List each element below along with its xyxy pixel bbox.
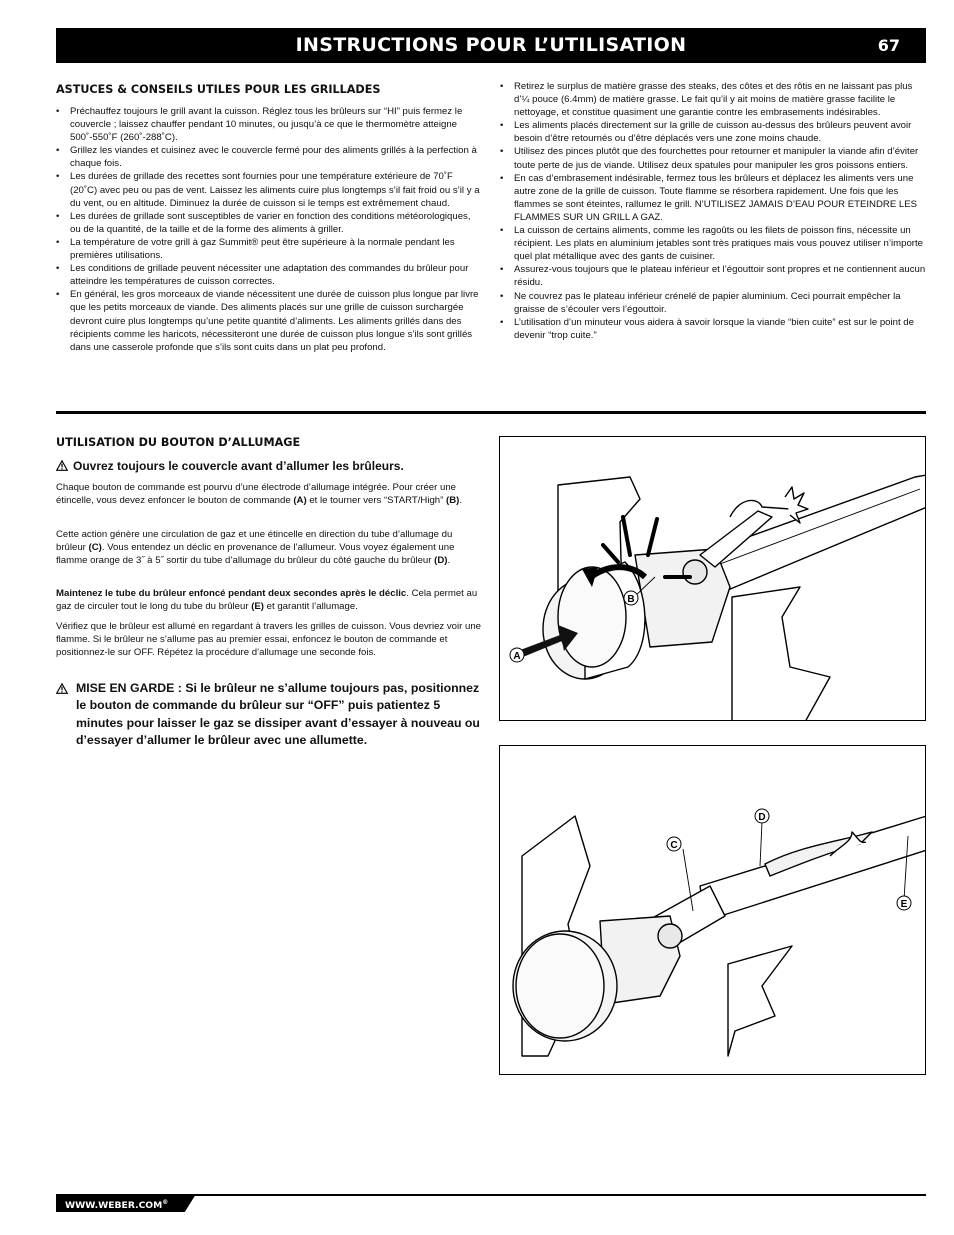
p1-text-c: et le tourner vers “START/High” <box>306 495 447 507</box>
figure-burner-lit <box>499 745 926 1075</box>
ignition-paragraph-4: Vérifiez que le brûleur est allumé en regardant à travers les grilles de cuisson. Vous devriez voir une flamme. Si le brûleur ne s’allume pas au premier essai, enfoncez le bouton de commande et positionnez-le sur OFF. Répétez la procédure d’allumage une seconde fois. <box>56 621 482 659</box>
p1-text-e: . <box>459 495 463 507</box>
footer-url-text[interactable]: WWW.WEBER.COM <box>65 1200 163 1212</box>
ignition-paragraph-3 <box>56 587 481 613</box>
p2-text-c: . Vous entendez un déclic en provenance de l’allumeur. Vous voyez également une flamme orange de 3˝ à 5˝ sortir du tube d’allumage du brûleur du côté gauche du brûleur <box>56 542 455 567</box>
tip-item: • Ne couvrez pas le plateau inférieur crénelé de papier aluminium. Ceci pourrait empêcher la graisse de s’écouler vers l’égouttoir. <box>500 290 928 316</box>
p3-text-b: . Cela permet au gaz de circuler tout le long du tube du brûleur <box>56 588 478 613</box>
tip-item: • Les durées de grillade sont susceptibles de varier en fonction des conditions météorologiques, ou de la quantité, de la taille et de la forme des aliments à griller. <box>56 210 481 236</box>
callout-c-label: C <box>670 840 678 851</box>
page-title: INSTRUCTIONS POUR L’UTILISATION <box>295 34 687 56</box>
tip-item: • Préchauffez toujours le grill avant la cuisson. Réglez tous les brûleurs sur “HI” puis fermez le couvercle ; laissez chauffer pendant 10 minutes, ou jusqu’à ce que le thermomètre atteigne 500˚-550˚F (260˚-288˚C). <box>56 105 481 144</box>
ref-c: (C) <box>88 542 102 554</box>
right-support-shape <box>732 587 830 721</box>
ref-a: (A) <box>293 495 307 507</box>
caution-text: MISE EN GARDE : Si le brûleur ne s’allume toujours pas, positionnez le bouton de commande du brûleur sur “OFF” puis patientez 5 minutes pour laisser le gaz se dissiper avant d’essayer à nouveau ou d’essayer d’allumer le brûleur avec une allumette. <box>76 681 480 747</box>
caution-block <box>56 680 486 749</box>
ignition-paragraph-1 <box>56 481 481 507</box>
p1-text-a: Chaque bouton de commande est pourvu d’une électrode d’allumage intégrée. Pour créer une étincelle, vous devez enfoncer le bouton de commande <box>56 482 457 507</box>
tip-item: • Les conditions de grillade peuvent nécessiter une adaptation des commandes du brûleur pour atteindre les températures de cuisson correctes. <box>56 262 481 288</box>
ignition-section-title: UTILISATION DU BOUTON D’ALLUMAGE <box>56 436 301 449</box>
ignition-paragraph-2 <box>56 528 481 567</box>
tips-section-title: ASTUCES & CONSEILS UTILES POUR LES GRILLADES <box>56 83 381 96</box>
tips-right-list <box>500 80 928 342</box>
p2-text-e: . <box>447 555 451 567</box>
callout-a-label: B <box>627 594 635 605</box>
ref-e: (E) <box>251 601 264 613</box>
page-number: 67 <box>877 36 900 55</box>
figure-ignition-knob <box>499 436 926 721</box>
open-lid-warning <box>56 459 404 473</box>
tip-item: • L’utilisation d’un minuteur vous aidera à savoir lorsque la viande “bien cuite” est sur le point de devenir “trop cuite.” <box>500 316 928 342</box>
callout-e-label: E <box>900 899 908 910</box>
tip-item: • Utilisez des pinces plutôt que des fourchettes pour retourner et manipuler la viande afin d’éviter toute perte de jus de viande. Utilisez deux spatules pour manipuler les gros poissons entiers. <box>500 145 928 171</box>
tip-item: • Assurez-vous toujours que le plateau inférieur et l’égouttoir sont propres et ne contiennent aucun résidu. <box>500 263 928 289</box>
callout-d-label: D <box>758 812 766 823</box>
tip-item: • En cas d’embrasement indésirable, fermez tous les brûleurs et déplacez les aliments vers une autre zone de la grille de cuisson. Toute flamme se résorbera rapidement. Une fois que les flammes se sont éteintes, rallumez le grill. N’UTILISEZ JAMAIS D’EAU POUR ETEINDRE LES FLAMMES SUR UN GRILL A GAZ. <box>500 172 928 224</box>
tip-item: • Retirez le surplus de matière grasse des steaks, des côtes et des rôtis en ne laissant pas plus d’¼ pouce (6.4mm) de matière grasse. Le fait qu’il y ait moins de matière grasse facilite le nettoyage, et constitue quasiment une garantie contre les embrasements indésirables. <box>500 80 928 119</box>
tip-item: • En général, les gros morceaux de viande nécessitent une durée de cuisson plus longue par livre que les petits morceaux de viande. Des aliments placés sur une grille de cuisson surchargée devront cuire plus longtemps qu’une petite quantité d’aliments. Les aliments grillés dans des récipients comme les haricots, nécessiteront une durée de cuisson plus longue s’ils sont grillés dans une casserole profonde que s’ils sont cuits dans un plat peu profond. <box>56 288 481 353</box>
open-lid-warning-text: Ouvrez toujours le couvercle avant d’allumer les brûleurs. <box>73 459 404 473</box>
burner-illustration <box>500 746 926 1075</box>
p2-text-a: Cette action génère une circulation de gaz et une étincelle en direction du tube d’allumage du brûleur <box>56 529 453 554</box>
header-bar <box>56 28 926 63</box>
warning-triangle-icon <box>56 683 68 694</box>
footer-url[interactable] <box>65 1196 168 1213</box>
tip-item: • Grillez les viandes et cuisinez avec le couvercle fermé pour des aliments grillés à la perfection à chaque fois. <box>56 144 481 170</box>
ref-d: (D) <box>434 555 448 567</box>
burner-tube-shape <box>700 816 926 921</box>
tip-item: • La cuisson de certains aliments, comme les ragoûts ou les filets de poisson fins, nécessite un récipient. Les plats en aluminium jetables sont très pratiques mais vous pouvez utiliser n’importe quel plat métallique avec des gants de cuisiner. <box>500 224 928 263</box>
p3-bold-text: Maintenez le tube du brûleur enfoncé pendant deux secondes après le déclic <box>56 588 407 599</box>
tip-item: • Les aliments placés directement sur la grille de cuisson au-dessus des brûleurs peuvent avoir besoin d’être retournés ou d’être déplacés vers une zone moins chaude. <box>500 119 928 145</box>
tip-item: • La température de votre grill à gaz Summit® peut être supérieure à la normale pendant les premières utilisations. <box>56 236 481 262</box>
tip-item: • Les durées de grillade des recettes sont fournies pour une température extérieure de 70˚F (20˚C) avec peu ou pas de vent. Laissez les aliments cuire plus longtemps s’il fait froid ou s’il y a du vent, ou en altitude. Diminuez la durée de cuisson si le temps est extrêmement chaud. <box>56 170 481 209</box>
section-divider <box>56 411 926 414</box>
callout-b-label: A <box>513 651 521 662</box>
warning-triangle-icon <box>56 460 68 471</box>
knob-illustration <box>500 437 926 721</box>
tips-left-list <box>56 105 481 354</box>
right-support-shape <box>728 946 792 1056</box>
footer-reg-mark: ® <box>162 1199 169 1206</box>
p3-text-d: et garantit l’allumage. <box>264 601 358 613</box>
ref-b: (B) <box>446 495 460 507</box>
